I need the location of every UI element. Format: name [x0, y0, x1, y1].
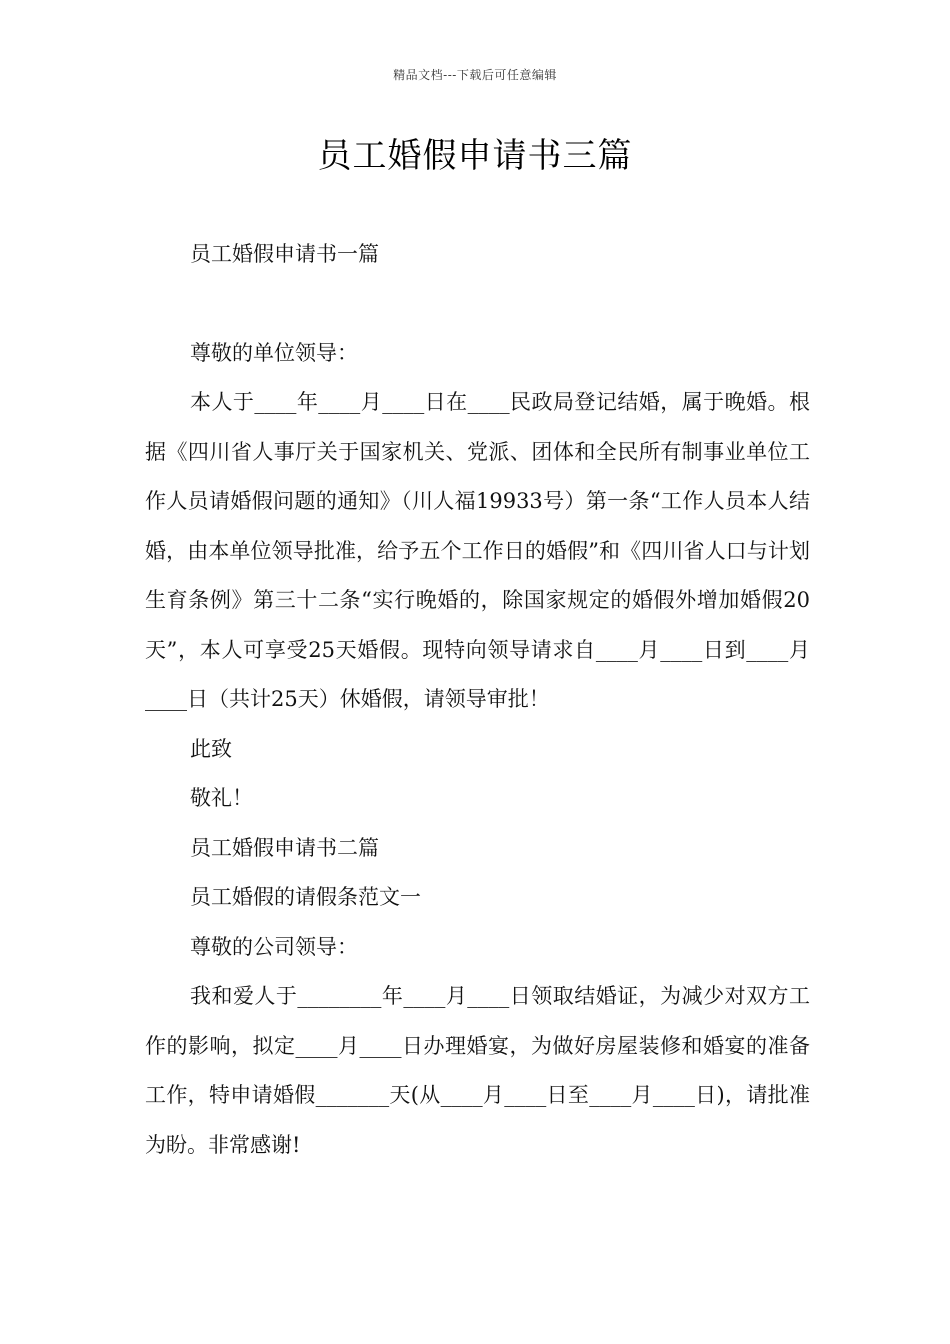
body-paragraph-2: 我和爱人于________年____月____日领取结婚证，为减少对双方工作的影响，拟定____月____日办理婚宴，为做好房屋装修和婚宴的准备工作，特申请婚假_______天(从____月____日至____月____日)，请批准为盼。非常感谢! — [145, 984, 810, 1157]
closing-jing-li: 敬礼！ — [190, 786, 253, 810]
salutation-1: 尊敬的单位领导： — [190, 340, 358, 365]
section-heading-2: 员工婚假申请书二篇 — [190, 835, 379, 860]
closing-ci-zhi: 此致 — [190, 736, 232, 761]
body-paragraph-1: 本人于____年____月____日在____民政局登记结婚，属于晚婚。根据《四川省人事厅关于国家机关、党派、团体和全民所有制事业单位工作人员请婚假问题的通知》（川人福19933号）第一条“工作人员本人结婚，由本单位领导批准，给予五个工作日的婚假”和《四川省人口与计划生育条例》第三十二条“实行晚婚的，除国家规定的婚假外增加婚假20天”，本人可享受25天婚假。现特向领导请求自____月____日到____月____日（共计25天）休婚假，请领导审批！ — [145, 390, 810, 711]
sub-heading: 员工婚假的请假条范文一 — [190, 885, 421, 909]
document-title: 员工婚假申请书三篇 — [317, 136, 633, 176]
section-heading-1: 员工婚假申请书一篇 — [190, 242, 379, 266]
header-note: 精品文档---下载后可任意编辑 — [393, 68, 557, 82]
document-body — [145, 230, 810, 1170]
salutation-2: 尊敬的公司领导： — [190, 934, 358, 959]
